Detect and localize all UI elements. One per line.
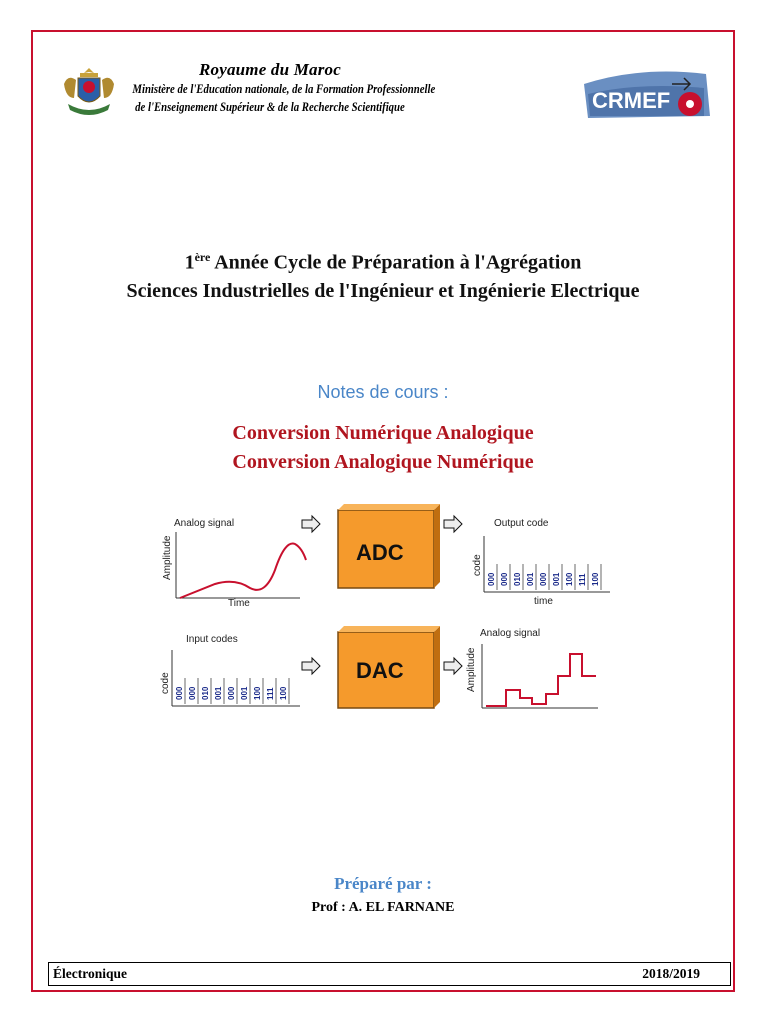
adc-code-7: 111 <box>578 573 587 586</box>
adc-input-arrow <box>302 516 320 532</box>
dac-code-2: 010 <box>201 686 210 700</box>
dac-staircase-signal <box>486 654 596 706</box>
dac-block-label: DAC <box>356 658 404 683</box>
author-name: Prof : A. EL FARNANE <box>311 900 455 915</box>
adc-output-label: Output code <box>494 518 549 529</box>
adc-code-4: 000 <box>539 572 548 586</box>
crmef-logo <box>580 64 718 122</box>
adc-analog-curve <box>180 544 306 598</box>
dac-output-ylabel: Amplitude <box>466 647 477 692</box>
course-title-1: Conversion Numérique Analogique <box>232 422 534 444</box>
dac-input-ylabel: code <box>160 672 171 694</box>
dac-code-6: 100 <box>253 686 262 700</box>
dac-output-arrow <box>444 658 462 674</box>
adc-input-label: Analog signal <box>174 518 235 529</box>
title-ordinal-suffix: ère <box>194 250 211 264</box>
notes-label: Notes de cours : <box>317 382 449 402</box>
course-title-2: Conversion Analogique Numérique <box>232 451 534 473</box>
kingdom-title: Royaume du Maroc <box>198 60 342 79</box>
title-line-2: Sciences Industrielles de l'Ingénieur et Ingénierie Electrique <box>126 280 640 302</box>
adc-code-0: 000 <box>487 572 496 586</box>
ministry-line-2: de l'Enseignement Supérieur & de la Recherche Scientifique <box>135 100 405 114</box>
footer-subject: Électronique <box>53 966 127 981</box>
prepared-by-label: Préparé par : <box>334 874 432 893</box>
footer-bar <box>48 962 731 986</box>
dac-code-1: 000 <box>188 686 197 700</box>
dac-output-label: Analog signal <box>480 628 541 639</box>
dac-code-3: 001 <box>214 686 223 700</box>
header-block <box>110 60 436 116</box>
footer-year: 2018/2019 <box>642 966 700 981</box>
adc-block-label: ADC <box>356 540 404 565</box>
ministry-line-1: Ministère de l'Education nationale, de la Formation Professionnelle <box>132 82 436 96</box>
dac-code-0: 000 <box>175 686 184 700</box>
adc-code-6: 100 <box>565 572 574 586</box>
title-ordinal: 1 <box>184 251 195 274</box>
title-line-1 <box>31 250 735 275</box>
dac-input-arrow <box>302 658 320 674</box>
adc-output-arrow <box>444 516 462 532</box>
dac-code-8: 100 <box>279 686 288 700</box>
dac-input-label: Input codes <box>186 634 238 645</box>
adc-code-8: 100 <box>591 572 600 586</box>
adc-output-xlabel: time <box>534 596 553 607</box>
title-line-1-text: Année Cycle de Préparation à l'Agrégation <box>210 251 582 274</box>
adc-dac-diagram <box>140 500 620 730</box>
dac-code-4: 000 <box>227 686 236 700</box>
dac-code-list <box>175 678 289 704</box>
adc-output-ylabel: code <box>472 554 483 576</box>
adc-code-3: 001 <box>526 572 535 586</box>
dac-code-7: 111 <box>266 687 275 700</box>
adc-code-list <box>487 564 601 590</box>
adc-code-2: 010 <box>513 572 522 586</box>
adc-code-1: 000 <box>500 572 509 586</box>
dac-code-5: 001 <box>240 686 249 700</box>
adc-input-ylabel: Amplitude <box>162 535 173 580</box>
adc-code-5: 001 <box>552 572 561 586</box>
adc-input-xlabel: Time <box>228 598 250 609</box>
crmef-logo-text: CRMEF <box>592 88 671 113</box>
